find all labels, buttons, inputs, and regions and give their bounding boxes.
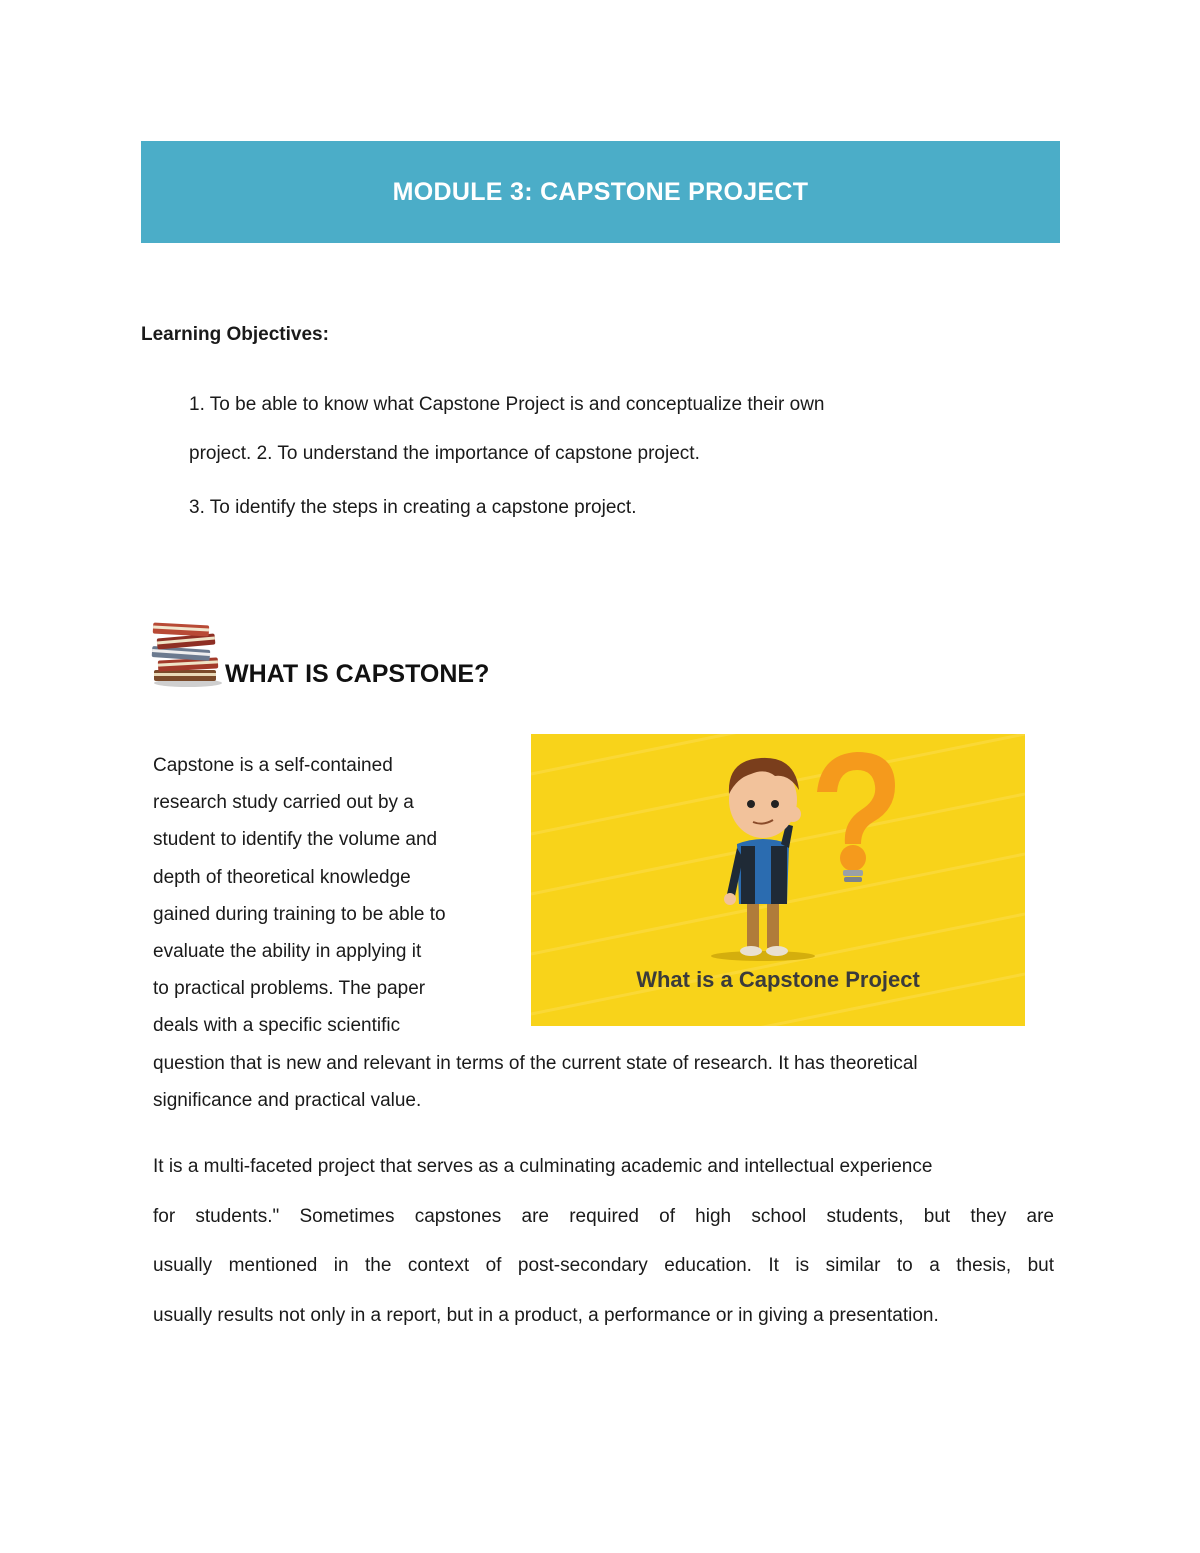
paragraph-line: usually results not only in a report, but in a product, a performance or in giving a presentation. bbox=[153, 1304, 939, 1326]
objective-line-3: 3. To identify the steps in creating a capstone project. bbox=[189, 497, 637, 518]
paragraph-line: gained during training to be able to bbox=[153, 903, 446, 925]
paragraph-line: significance and practical value. bbox=[153, 1089, 422, 1111]
illustration-caption: What is a Capstone Project bbox=[636, 967, 920, 992]
paragraph-line: student to identify the volume and bbox=[153, 829, 438, 851]
paragraph-line: evaluate the ability in applying it bbox=[153, 941, 422, 963]
module-banner bbox=[141, 141, 1060, 243]
capstone-definition-paragraph bbox=[153, 747, 918, 1119]
books-icon bbox=[148, 616, 226, 688]
paragraph-line: for students." Sometimes capstones are required of high school students, but they are bbox=[153, 1205, 1054, 1227]
paragraph-line: to practical problems. The paper bbox=[153, 978, 426, 1000]
learning-objectives-heading: Learning Objectives: bbox=[141, 324, 329, 345]
section-title: WHAT IS CAPSTONE? bbox=[225, 660, 490, 688]
paragraph-line: It is a multi-faceted project that serves as a culminating academic and intellectual experience bbox=[153, 1156, 933, 1177]
paragraph-line: usually mentioned in the context of post-secondary education. It is similar to a thesis, but bbox=[153, 1255, 1054, 1277]
paragraph-line: depth of theoretical knowledge bbox=[153, 866, 411, 888]
paragraph-line: question that is new and relevant in terms of the current state of research. It has theoretical bbox=[153, 1052, 918, 1074]
paragraph-line: research study carried out by a bbox=[153, 792, 414, 814]
objective-line-2: project. 2. To understand the importance of capstone project. bbox=[189, 443, 700, 464]
paragraph-line: Capstone is a self-contained bbox=[153, 755, 393, 776]
module-title: MODULE 3: CAPSTONE PROJECT bbox=[392, 177, 809, 206]
paragraph-line: deals with a specific scientific bbox=[153, 1015, 401, 1037]
objective-line-1: 1. To be able to know what Capstone Project is and conceptualize their own bbox=[189, 394, 825, 415]
capstone-description-paragraph bbox=[153, 1142, 1054, 1340]
